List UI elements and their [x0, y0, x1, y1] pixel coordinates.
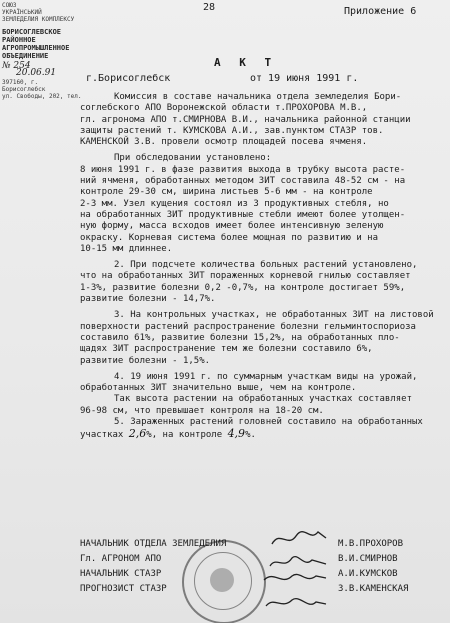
text-line: соглебского АПО Воронежской области т.ПРОХОРОВА М.В.,: [80, 103, 368, 114]
stamp-address: ул. Свободы, 202, тел.: [2, 93, 82, 101]
signer-name: З.В.КАМЕНСКАЯ: [338, 584, 409, 594]
text-line: гл. агронома АПО т.СМИРНОВА В.И., начальника районной станции: [80, 114, 411, 125]
signature-row: [80, 567, 450, 582]
text-fragment: %, на контроле: [146, 430, 223, 441]
signature-row: [80, 582, 450, 597]
handwritten-value: 2,6: [128, 427, 147, 441]
text-line: 96-98 см, что превышает контроля на 18-20 см.: [80, 405, 324, 416]
appendix-label: Приложение 6: [344, 6, 417, 17]
text-line: Комиссия в составе начальника отдела земледелия Бори-: [114, 92, 402, 102]
text-line: 2. При подсчете количества больных растений установлено,: [114, 260, 418, 271]
text-line: При обследовании установлено:: [114, 153, 272, 164]
text-line: развитие болезни - 1,5%.: [80, 355, 211, 366]
document-place: г.Борисоглебск: [86, 73, 171, 84]
signer-name: А.И.КУМСКОВ: [338, 569, 398, 579]
text-line: ную форму, масса всходов имеет более интенсивную зеленую: [80, 221, 384, 232]
stamp-number: № 254: [2, 60, 31, 71]
signatures-block: [80, 537, 450, 597]
text-line: на обработанных ЗИТ продуктивные стебли имеют более утолщен-: [80, 209, 406, 220]
stamp-address: 397160, г. Борисоглебск: [2, 79, 46, 94]
text-line: что на обработанных ЗИТ пораженных корневой гнилью составляет: [80, 271, 411, 282]
text-line: составило 61%, развитие болезни 15,2%, на обработанных пло-: [80, 332, 400, 343]
stamp-org-line: РАЙОННОЕ: [2, 35, 36, 44]
document-body: [80, 92, 448, 442]
text-line: 2-3 мм. Узел кущения состоял из 3 продуктивных стебля, но: [80, 198, 389, 209]
stamp-org-line: АГРОПРОМЫШЛЕННОЕ: [2, 43, 70, 52]
text-line: 5. Зараженных растений головней составило на обработанных: [114, 417, 423, 428]
text-line: 3. На контрольных участках, не обработанных ЗИТ на листовой: [114, 310, 434, 321]
text-line: 10-15 мм длиннее.: [80, 243, 173, 254]
text-line: ний ячменя, обработанных методом ЗИТ составила 48-52 см - на: [80, 176, 406, 187]
text-fragment: %.: [245, 430, 256, 441]
stamp-line: УКРАЇНСЬКИЙ: [2, 9, 42, 17]
signature-row: [80, 537, 450, 552]
text-line: [80, 428, 448, 441]
text-line: контроле 29-30 см, ширина листьев 5-6 мм - на контроле: [80, 187, 373, 198]
text-line: щадях ЗИТ распространение тем же болезни составило 6%,: [80, 344, 373, 355]
signer-position: НАЧАЛЬНИК ОТДЕЛА ЗЕМЛЕДЕЛИЯ: [80, 539, 227, 549]
stamp-line: ЗЕМЛЕДЕЛИЯ КОМПЛЕКСУ: [2, 16, 75, 24]
signer-name: М.В.ПРОХОРОВ: [338, 539, 404, 549]
handwritten-value: 4,9: [227, 427, 246, 441]
text-line: Так высота растении на обработанных участках составляет: [114, 394, 413, 405]
text-line: 8 июня 1991 г. в фазе развития выхода в трубку высота расте-: [80, 164, 406, 175]
stamp-line: СОЮЗ: [2, 2, 17, 9]
text-line: защиты растений т. КУМСКОВА А.И., зав.пунктом СТАЗР тов.: [80, 125, 384, 136]
text-line: обработанных ЗИТ значительно выше, чем на контроле.: [80, 383, 357, 394]
stamp-date: 20.06.91: [16, 67, 57, 78]
signer-position: Гл. АГРОНОМ АПО: [80, 554, 162, 564]
text-line: поверхности растений распространение болезни гельминтоспориоза: [80, 321, 416, 332]
signer-name: В.И.СМИРНОВ: [338, 554, 398, 564]
organization-stamp: [2, 0, 84, 140]
text-line: 4. 19 июня 1991 г. по суммарным участкам виды на урожай,: [114, 371, 418, 382]
text-fragment: участках: [80, 430, 124, 441]
document-date: от 19 июня 1991 г.: [250, 73, 359, 84]
text-line: 1-3%, развитие болезни 0,2 -0,7%, на контроле достигает 59%,: [80, 282, 406, 293]
stamp-org-line: ОБЪЕДИНЕНИЕ: [2, 51, 49, 60]
signer-position: НАЧАЛЬНИК СТАЗР: [80, 569, 162, 579]
page-number: 28: [203, 2, 216, 13]
stamp-org-line: БОРИСОГЛЕВСКОЕ: [2, 27, 62, 36]
signature-row: [80, 552, 450, 567]
text-line: развитие болезни - 14,7%.: [80, 294, 216, 305]
text-line: окраску. Корневая система более мощная по развитию и на: [80, 232, 379, 243]
document-title: А К Т: [214, 56, 278, 69]
text-line: КАМЕНСКОЙ З.В. провели осмотр площадей посева ячменя.: [80, 137, 368, 148]
signer-position: ПРОГНОЗИСТ СТАЗР: [80, 584, 167, 594]
